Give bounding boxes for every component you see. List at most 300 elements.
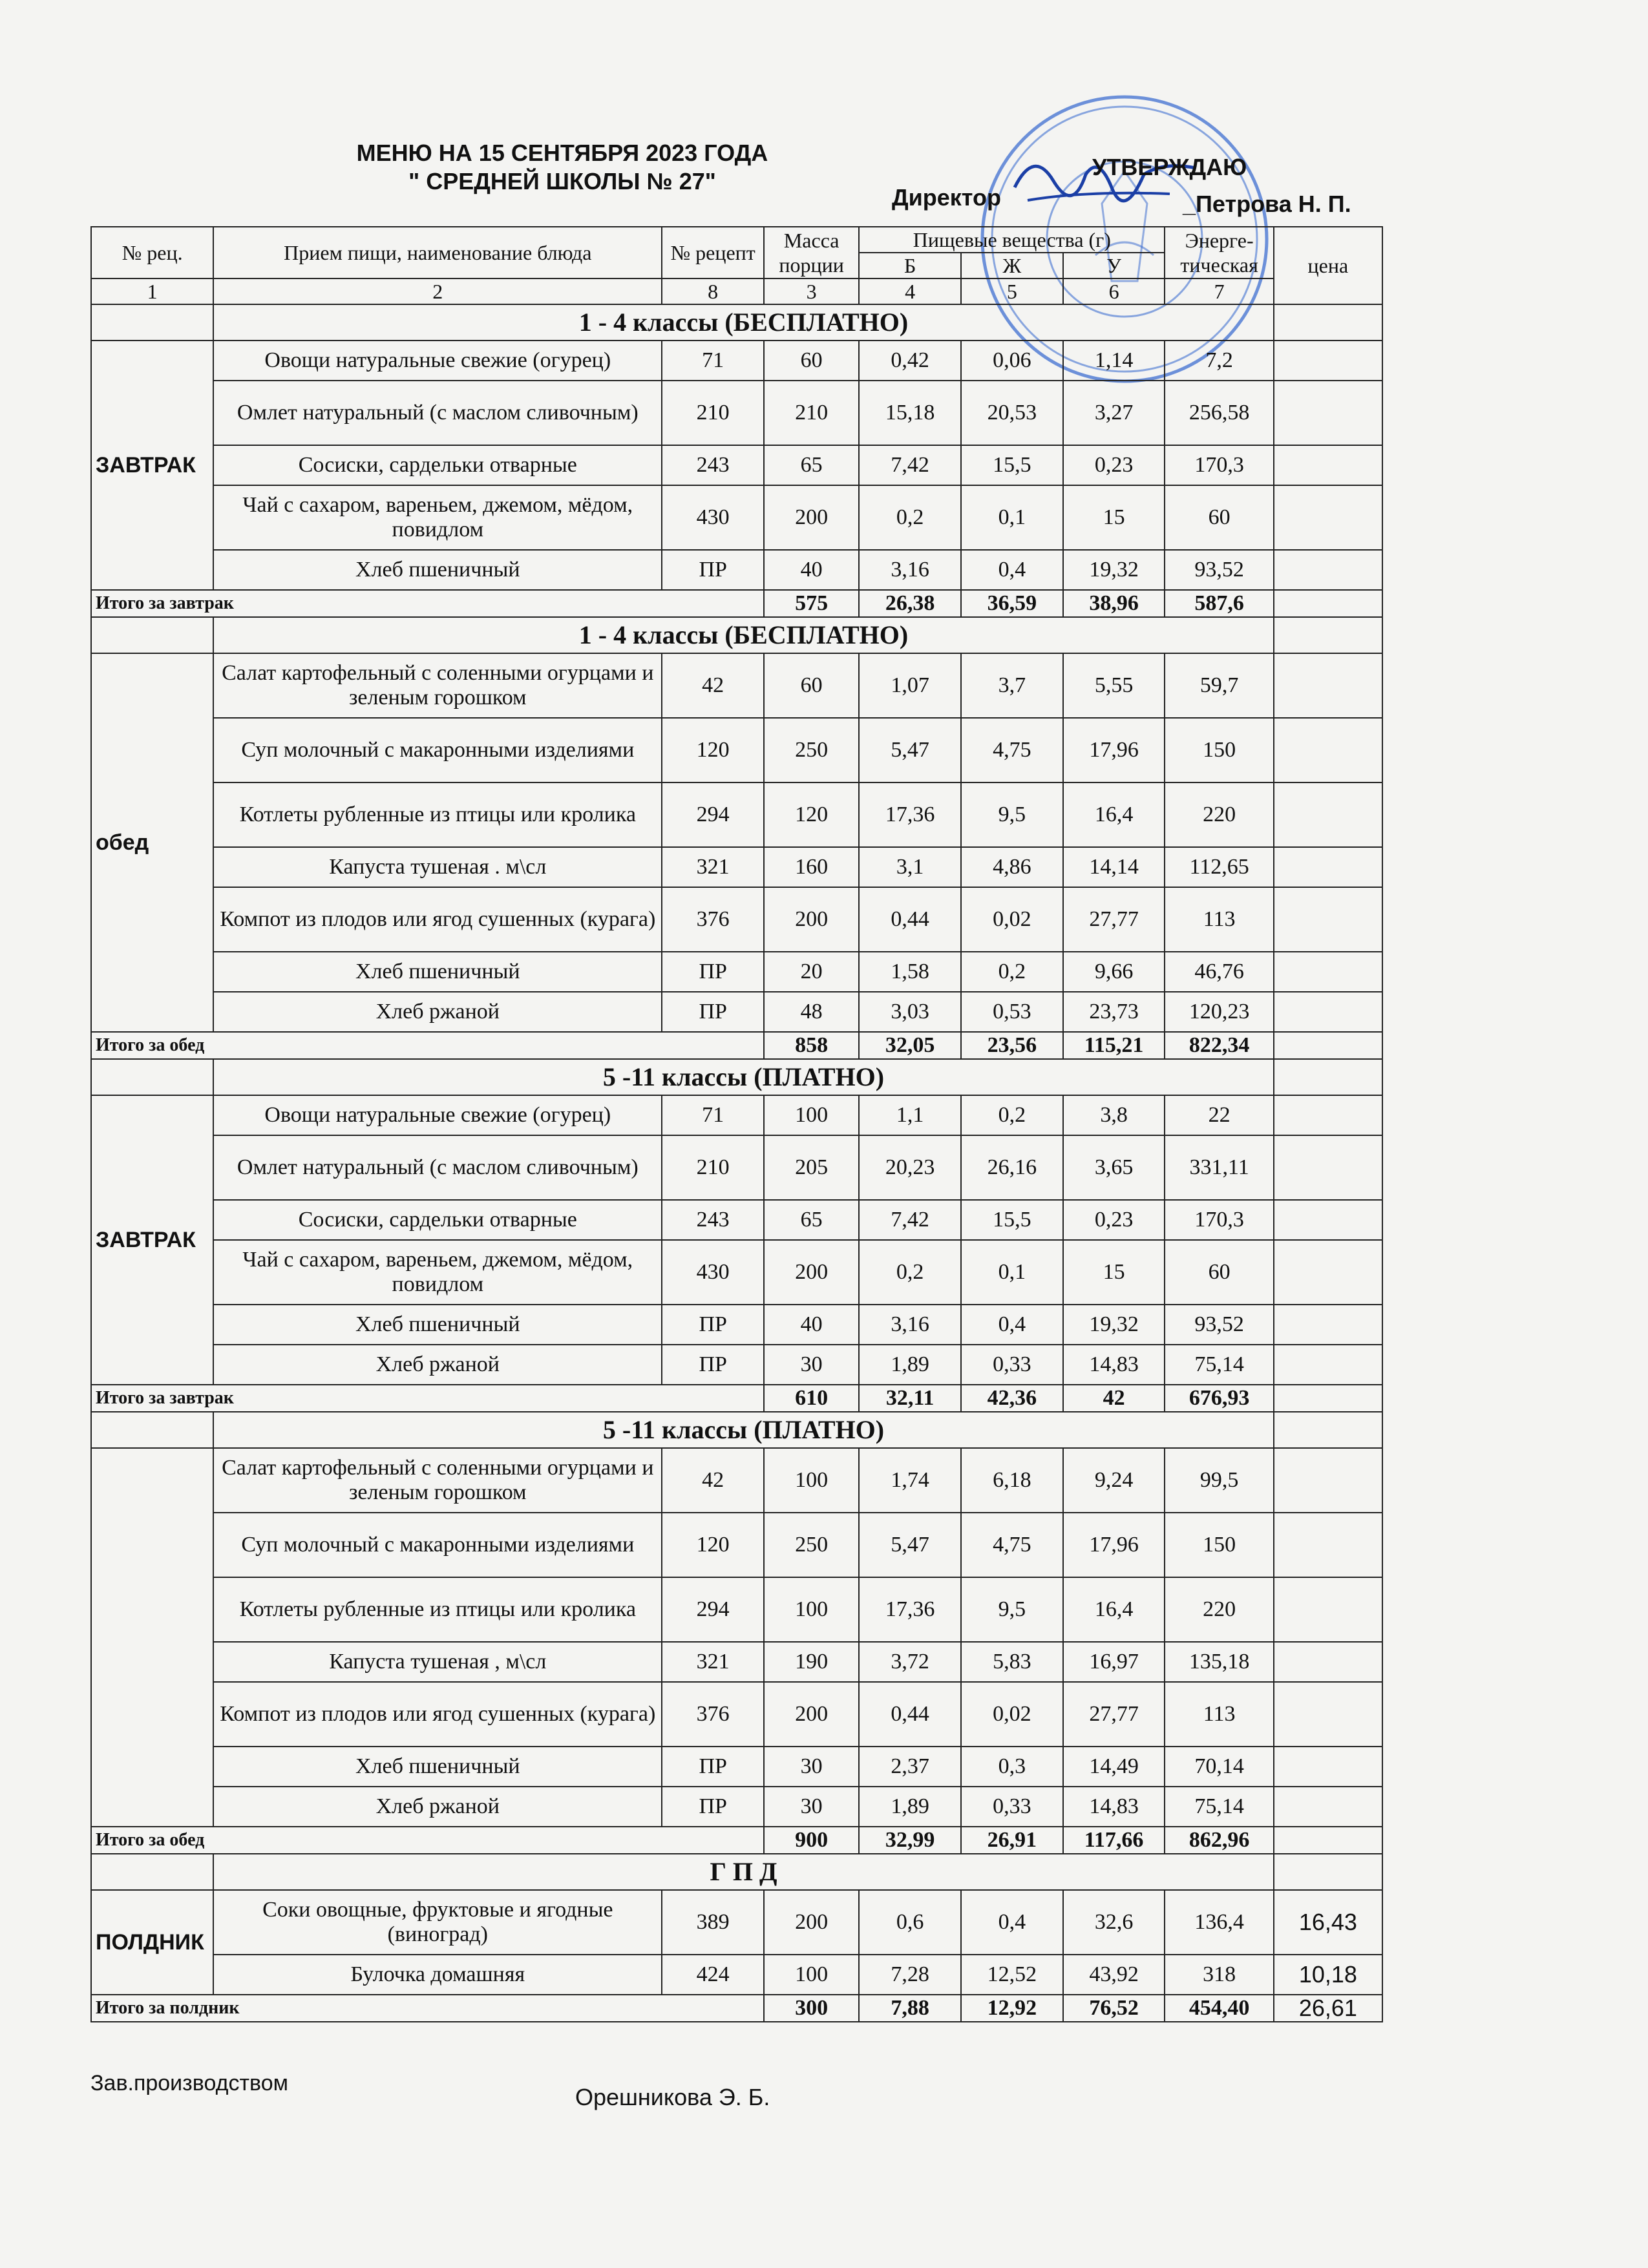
table-row (91, 1787, 1382, 1827)
table-row (91, 1642, 1382, 1682)
portion-mass: 60 (764, 653, 859, 718)
recipe-number: ПР (662, 952, 764, 992)
fat-value: 5,83 (961, 1642, 1063, 1682)
table-row (91, 1345, 1382, 1385)
recipe-number: 71 (662, 1095, 764, 1135)
total-fat: 12,92 (961, 1995, 1063, 2022)
total-energy: 822,34 (1165, 1032, 1273, 1059)
col-dish: Прием пищи, наименование блюда (213, 227, 662, 278)
portion-mass: 30 (764, 1747, 859, 1787)
price-value (1274, 1200, 1382, 1240)
col-num: 5 (961, 278, 1063, 304)
fat-value: 0,02 (961, 1682, 1063, 1747)
recipe-number: 243 (662, 445, 764, 485)
menu-table (90, 226, 1383, 2022)
carb-value: 3,65 (1063, 1135, 1165, 1200)
table-row (91, 550, 1382, 590)
energy-value: 135,18 (1165, 1642, 1273, 1682)
carb-value: 15 (1063, 1240, 1165, 1305)
portion-mass: 30 (764, 1787, 859, 1827)
protein-value: 3,1 (859, 847, 961, 887)
price-value (1274, 1135, 1382, 1200)
total-price (1274, 1827, 1382, 1854)
fat-value: 0,4 (961, 1890, 1063, 1955)
col-nutrients: Пищевые вещества (г) (859, 227, 1165, 253)
recipe-number: 294 (662, 782, 764, 847)
total-mass: 575 (764, 590, 859, 617)
total-price (1274, 590, 1382, 617)
meal-name: обед (91, 653, 213, 1032)
protein-value: 1,07 (859, 653, 961, 718)
recipe-number: ПР (662, 1747, 764, 1787)
protein-value: 3,03 (859, 992, 961, 1032)
total-fat: 42,36 (961, 1385, 1063, 1412)
energy-value: 70,14 (1165, 1747, 1273, 1787)
total-mass: 300 (764, 1995, 859, 2022)
price-cell (1274, 617, 1382, 653)
col-energy: Энерге-тическая (1165, 227, 1273, 278)
protein-value: 1,89 (859, 1345, 961, 1385)
dish-name: Хлеб ржаной (213, 1345, 662, 1385)
total-price (1274, 1032, 1382, 1059)
carb-value: 27,77 (1063, 1682, 1165, 1747)
portion-mass: 48 (764, 992, 859, 1032)
recipe-number: 210 (662, 381, 764, 445)
section-heading: 1 - 4 классы (БЕСПЛАТНО) (213, 617, 1273, 653)
section-heading-row (91, 1412, 1382, 1448)
price-value (1274, 1787, 1382, 1827)
portion-mass: 160 (764, 847, 859, 887)
recipe-number: 294 (662, 1577, 764, 1642)
protein-value: 17,36 (859, 782, 961, 847)
menu-title-line1: МЕНЮ НА 15 СЕНТЯБРЯ 2023 ГОДА (356, 140, 768, 166)
director-label: Директор (892, 184, 1001, 211)
total-row (91, 590, 1382, 617)
price-value (1274, 1448, 1382, 1513)
price-value (1274, 718, 1382, 782)
portion-mass: 250 (764, 1513, 859, 1577)
carb-value: 9,66 (1063, 952, 1165, 992)
dish-name: Хлеб пшеничный (213, 1747, 662, 1787)
energy-value: 75,14 (1165, 1787, 1273, 1827)
recipe-number: ПР (662, 992, 764, 1032)
price-cell (1274, 1854, 1382, 1890)
protein-value: 7,42 (859, 1200, 961, 1240)
section-heading-row (91, 617, 1382, 653)
dish-name: Чай с сахаром, вареньем, джемом, мёдом, повидлом (213, 485, 662, 550)
price-cell (1274, 1412, 1382, 1448)
protein-value: 2,37 (859, 1747, 961, 1787)
energy-value: 170,3 (1165, 445, 1273, 485)
table-row (91, 1682, 1382, 1747)
energy-value: 331,11 (1165, 1135, 1273, 1200)
col-num: 3 (764, 278, 859, 304)
carb-value: 14,49 (1063, 1747, 1165, 1787)
protein-value: 0,2 (859, 485, 961, 550)
table-row (91, 485, 1382, 550)
section-heading: Г П Д (213, 1854, 1273, 1890)
protein-value: 3,16 (859, 1305, 961, 1345)
dish-name: Хлеб ржаной (213, 1787, 662, 1827)
fat-value: 0,1 (961, 485, 1063, 550)
protein-value: 0,42 (859, 341, 961, 381)
fat-value: 0,06 (961, 341, 1063, 381)
fat-value: 0,33 (961, 1787, 1063, 1827)
energy-value: 256,58 (1165, 381, 1273, 445)
recipe-number: 210 (662, 1135, 764, 1200)
total-carb: 76,52 (1063, 1995, 1165, 2022)
fat-value: 9,5 (961, 782, 1063, 847)
total-protein: 32,05 (859, 1032, 961, 1059)
table-row (91, 341, 1382, 381)
table-row (91, 1200, 1382, 1240)
carb-value: 1,14 (1063, 341, 1165, 381)
protein-value: 7,28 (859, 1955, 961, 1995)
fat-value: 3,7 (961, 653, 1063, 718)
portion-mass: 40 (764, 550, 859, 590)
section-heading: 5 -11 классы (ПЛАТНО) (213, 1412, 1273, 1448)
protein-value: 20,23 (859, 1135, 961, 1200)
table-row (91, 1577, 1382, 1642)
total-row (91, 1995, 1382, 2022)
portion-mass: 205 (764, 1135, 859, 1200)
price-value: 16,43 (1274, 1890, 1382, 1955)
menu-title (304, 139, 821, 196)
energy-value: 112,65 (1165, 847, 1273, 887)
protein-value: 1,1 (859, 1095, 961, 1135)
price-value (1274, 341, 1382, 381)
total-carb: 38,96 (1063, 590, 1165, 617)
energy-value: 150 (1165, 1513, 1273, 1577)
carb-value: 16,4 (1063, 782, 1165, 847)
dish-name: Хлеб ржаной (213, 992, 662, 1032)
total-energy: 454,40 (1165, 1995, 1273, 2022)
total-energy: 587,6 (1165, 590, 1273, 617)
portion-mass: 30 (764, 1345, 859, 1385)
dish-name: Суп молочный с макаронными изделиями (213, 1513, 662, 1577)
energy-value: 22 (1165, 1095, 1273, 1135)
fat-value: 6,18 (961, 1448, 1063, 1513)
meal-name: ПОЛДНИК (91, 1890, 213, 1995)
total-price (1274, 1385, 1382, 1412)
price-value (1274, 653, 1382, 718)
dish-name: Хлеб пшеничный (213, 550, 662, 590)
dish-name: Котлеты рубленные из птицы или кролика (213, 782, 662, 847)
energy-value: 75,14 (1165, 1345, 1273, 1385)
carb-value: 32,6 (1063, 1890, 1165, 1955)
protein-value: 17,36 (859, 1577, 961, 1642)
portion-mass: 190 (764, 1642, 859, 1682)
carb-value: 17,96 (1063, 718, 1165, 782)
portion-mass: 250 (764, 718, 859, 782)
col-num: 2 (213, 278, 662, 304)
recipe-number: 376 (662, 1682, 764, 1747)
portion-mass: 120 (764, 782, 859, 847)
price-value (1274, 1305, 1382, 1345)
dish-name: Компот из плодов или ягод сушенных (курага) (213, 1682, 662, 1747)
portion-mass: 200 (764, 1240, 859, 1305)
dish-name: Котлеты рубленные из птицы или кролика (213, 1577, 662, 1642)
section-spacer (91, 304, 213, 341)
total-protein: 32,99 (859, 1827, 961, 1854)
carb-value: 19,32 (1063, 550, 1165, 590)
dish-name: Овощи натуральные свежие (огурец) (213, 341, 662, 381)
col-price: цена (1274, 227, 1382, 304)
dish-name: Омлет натуральный (с маслом сливочным) (213, 381, 662, 445)
price-value (1274, 1240, 1382, 1305)
col-num: 6 (1063, 278, 1165, 304)
price-value (1274, 782, 1382, 847)
total-fat: 23,56 (961, 1032, 1063, 1059)
total-fat: 26,91 (961, 1827, 1063, 1854)
price-value (1274, 992, 1382, 1032)
total-label: Итого за полдник (91, 1995, 764, 2022)
portion-mass: 100 (764, 1448, 859, 1513)
meal-name: ЗАВТРАК (91, 341, 213, 590)
recipe-number: ПР (662, 1345, 764, 1385)
price-value (1274, 952, 1382, 992)
fat-value: 4,75 (961, 718, 1063, 782)
carb-value: 3,8 (1063, 1095, 1165, 1135)
dish-name: Сосиски, сардельки отварные (213, 1200, 662, 1240)
meal-name: ЗАВТРАК (91, 1095, 213, 1385)
section-heading: 1 - 4 классы (БЕСПЛАТНО) (213, 304, 1273, 341)
section-heading-row (91, 1854, 1382, 1890)
energy-value: 59,7 (1165, 653, 1273, 718)
dish-name: Суп молочный с макаронными изделиями (213, 718, 662, 782)
fat-value: 26,16 (961, 1135, 1063, 1200)
dish-name: Овощи натуральные свежие (огурец) (213, 1095, 662, 1135)
energy-value: 318 (1165, 1955, 1273, 1995)
dish-name: Булочка домашняя (213, 1955, 662, 1995)
protein-value: 1,58 (859, 952, 961, 992)
fat-value: 0,1 (961, 1240, 1063, 1305)
fat-value: 15,5 (961, 1200, 1063, 1240)
section-spacer (91, 617, 213, 653)
col-b: Б (859, 253, 961, 278)
price-value (1274, 1513, 1382, 1577)
price-cell (1274, 1059, 1382, 1095)
portion-mass: 210 (764, 381, 859, 445)
section-spacer (91, 1412, 213, 1448)
col-num: 4 (859, 278, 961, 304)
menu-title-line2: " СРЕДНЕЙ ШКОЛЫ № 27" (408, 168, 716, 194)
col-recipe: № рецепт (662, 227, 764, 278)
carb-value: 0,23 (1063, 445, 1165, 485)
energy-value: 136,4 (1165, 1890, 1273, 1955)
portion-mass: 100 (764, 1955, 859, 1995)
header-row (91, 227, 1382, 253)
portion-mass: 200 (764, 485, 859, 550)
portion-mass: 200 (764, 1682, 859, 1747)
energy-value: 113 (1165, 1682, 1273, 1747)
carb-value: 16,4 (1063, 1577, 1165, 1642)
dish-name: Омлет натуральный (с маслом сливочным) (213, 1135, 662, 1200)
price-value (1274, 887, 1382, 952)
recipe-number: 376 (662, 887, 764, 952)
fat-value: 0,02 (961, 887, 1063, 952)
recipe-number: 42 (662, 653, 764, 718)
meal-name (91, 1448, 213, 1827)
dish-name: Соки овощные, фруктовые и ягодные (виноград) (213, 1890, 662, 1955)
total-energy: 862,96 (1165, 1827, 1273, 1854)
carb-value: 43,92 (1063, 1955, 1165, 1995)
total-label: Итого за завтрак (91, 1385, 764, 1412)
protein-value: 3,16 (859, 550, 961, 590)
energy-value: 60 (1165, 485, 1273, 550)
recipe-number: 120 (662, 718, 764, 782)
fat-value: 0,2 (961, 952, 1063, 992)
table-row (91, 381, 1382, 445)
portion-mass: 65 (764, 445, 859, 485)
price-value (1274, 550, 1382, 590)
price-value (1274, 847, 1382, 887)
carb-value: 27,77 (1063, 887, 1165, 952)
table-row (91, 887, 1382, 952)
table-row (91, 1747, 1382, 1787)
section-heading-row (91, 1059, 1382, 1095)
table-row (91, 718, 1382, 782)
total-label: Итого за обед (91, 1032, 764, 1059)
energy-value: 220 (1165, 782, 1273, 847)
total-row (91, 1385, 1382, 1412)
total-protein: 32,11 (859, 1385, 961, 1412)
energy-value: 46,76 (1165, 952, 1273, 992)
protein-value: 0,6 (859, 1890, 961, 1955)
energy-value: 170,3 (1165, 1200, 1273, 1240)
recipe-number: 71 (662, 341, 764, 381)
total-protein: 26,38 (859, 590, 961, 617)
col-num: 8 (662, 278, 764, 304)
portion-mass: 200 (764, 1890, 859, 1955)
table-row (91, 847, 1382, 887)
table-row (91, 653, 1382, 718)
protein-value: 0,2 (859, 1240, 961, 1305)
protein-value: 0,44 (859, 1682, 961, 1747)
total-row (91, 1032, 1382, 1059)
protein-value: 1,89 (859, 1787, 961, 1827)
section-heading-row (91, 304, 1382, 341)
approval-label: УТВЕРЖДАЮ (1092, 154, 1247, 180)
price-cell (1274, 304, 1382, 341)
total-carb: 115,21 (1063, 1032, 1165, 1059)
price-value (1274, 485, 1382, 550)
total-carb: 42 (1063, 1385, 1165, 1412)
dish-name: Салат картофельный с соленными огурцами и зеленым горошком (213, 1448, 662, 1513)
col-num: 7 (1165, 278, 1273, 304)
carb-value: 17,96 (1063, 1513, 1165, 1577)
recipe-number: 243 (662, 1200, 764, 1240)
protein-value: 15,18 (859, 381, 961, 445)
fat-value: 0,3 (961, 1747, 1063, 1787)
fat-value: 15,5 (961, 445, 1063, 485)
column-number-row (91, 278, 1382, 304)
price-value (1274, 1682, 1382, 1747)
table-row (91, 1240, 1382, 1305)
energy-value: 99,5 (1165, 1448, 1273, 1513)
table-row (91, 952, 1382, 992)
total-fat: 36,59 (961, 590, 1063, 617)
energy-value: 113 (1165, 887, 1273, 952)
price-value (1274, 381, 1382, 445)
table-row (91, 1513, 1382, 1577)
portion-mass: 200 (764, 887, 859, 952)
table-row (91, 1955, 1382, 1995)
section-heading: 5 -11 классы (ПЛАТНО) (213, 1059, 1273, 1095)
fat-value: 0,33 (961, 1345, 1063, 1385)
fat-value: 9,5 (961, 1577, 1063, 1642)
total-protein: 7,88 (859, 1995, 961, 2022)
portion-mass: 65 (764, 1200, 859, 1240)
price-value (1274, 445, 1382, 485)
carb-value: 0,23 (1063, 1200, 1165, 1240)
carb-value: 9,24 (1063, 1448, 1165, 1513)
energy-value: 93,52 (1165, 550, 1273, 590)
col-rec-no: № рец. (91, 227, 213, 278)
section-spacer (91, 1854, 213, 1890)
portion-mass: 100 (764, 1577, 859, 1642)
total-carb: 117,66 (1063, 1827, 1165, 1854)
protein-value: 7,42 (859, 445, 961, 485)
price-value: 10,18 (1274, 1955, 1382, 1995)
carb-value: 14,83 (1063, 1787, 1165, 1827)
total-mass: 900 (764, 1827, 859, 1854)
table-row (91, 992, 1382, 1032)
table-row (91, 445, 1382, 485)
table-row (91, 1095, 1382, 1135)
footer-position: Зав.производством (90, 2071, 288, 2095)
recipe-number: 430 (662, 1240, 764, 1305)
energy-value: 93,52 (1165, 1305, 1273, 1345)
total-row (91, 1827, 1382, 1854)
dish-name: Сосиски, сардельки отварные (213, 445, 662, 485)
dish-name: Компот из плодов или ягод сушенных (курага) (213, 887, 662, 952)
energy-value: 7,2 (1165, 341, 1273, 381)
recipe-number: ПР (662, 1305, 764, 1345)
carb-value: 14,83 (1063, 1345, 1165, 1385)
price-value (1274, 1345, 1382, 1385)
table-row (91, 1135, 1382, 1200)
protein-value: 3,72 (859, 1642, 961, 1682)
recipe-number: 389 (662, 1890, 764, 1955)
col-u: У (1063, 253, 1165, 278)
total-label: Итого за завтрак (91, 590, 764, 617)
footer-name: Орешникова Э. Б. (575, 2084, 770, 2110)
dish-name: Салат картофельный с соленными огурцами и зеленым горошком (213, 653, 662, 718)
portion-mass: 40 (764, 1305, 859, 1345)
table-row (91, 782, 1382, 847)
col-num: 1 (91, 278, 213, 304)
carb-value: 14,14 (1063, 847, 1165, 887)
energy-value: 150 (1165, 718, 1273, 782)
dish-name: Хлеб пшеничный (213, 1305, 662, 1345)
recipe-number: 321 (662, 847, 764, 887)
recipe-number: 42 (662, 1448, 764, 1513)
carb-value: 16,97 (1063, 1642, 1165, 1682)
total-mass: 610 (764, 1385, 859, 1412)
dish-name: Чай с сахаром, вареньем, джемом, мёдом, повидлом (213, 1240, 662, 1305)
recipe-number: ПР (662, 550, 764, 590)
director-name: _Петрова Н. П. (1183, 191, 1351, 217)
dish-name: Хлеб пшеничный (213, 952, 662, 992)
table-row (91, 1890, 1382, 1955)
recipe-number: 430 (662, 485, 764, 550)
protein-value: 1,74 (859, 1448, 961, 1513)
total-mass: 858 (764, 1032, 859, 1059)
carb-value: 5,55 (1063, 653, 1165, 718)
section-spacer (91, 1059, 213, 1095)
protein-value: 5,47 (859, 1513, 961, 1577)
